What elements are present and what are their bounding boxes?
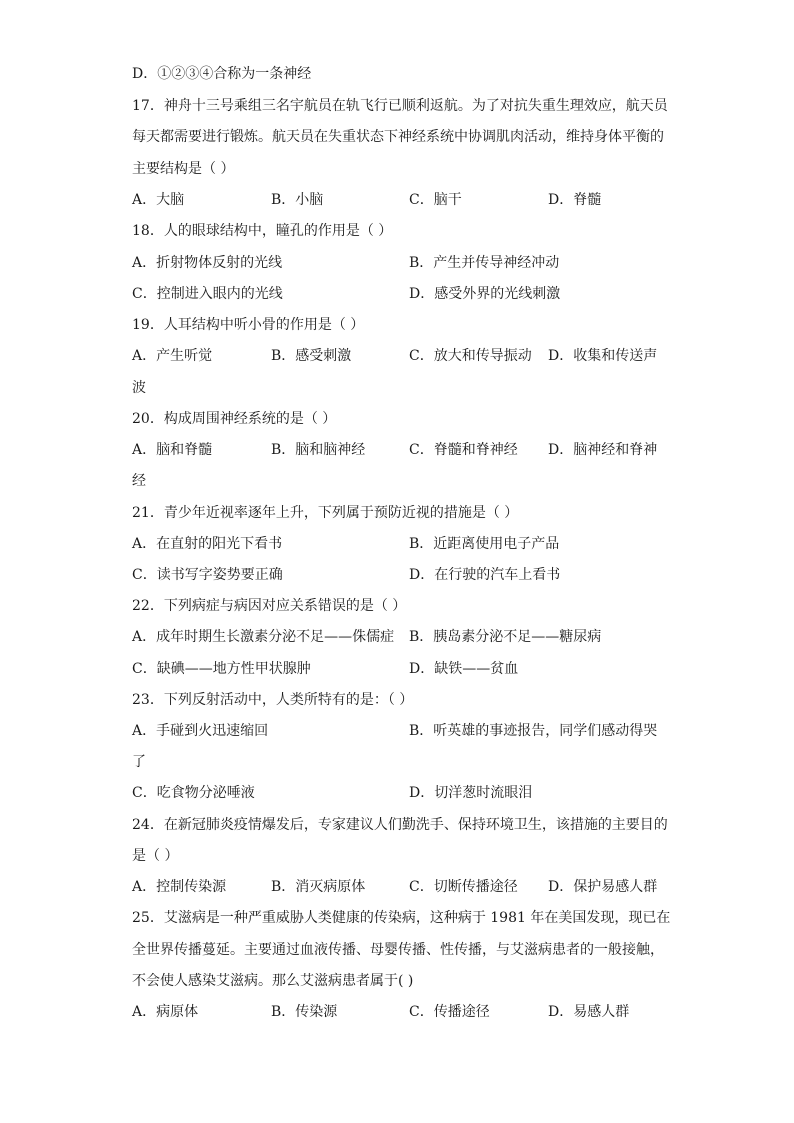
q22-stem: 22．下列病症与病因对应关系错误的是（ ） [132,598,407,614]
q19-option-c: C．放大和传导振动 [409,348,532,364]
q24-stem-line-2: 是（ ） [132,848,179,864]
q20-option-d-wrap: 经 [132,473,146,489]
q20-option-c: C．脊髓和脊神经 [409,442,518,458]
q20-stem: 20．构成周围神经系统的是（ ） [132,411,337,427]
q17-option-d: D．脊髓 [548,192,602,208]
q22-option-b: B．胰岛素分泌不足——糖尿病 [409,629,602,645]
q19-option-b: B．感受刺激 [271,348,352,364]
q17-stem-line-3: 主要结构是（ ） [132,161,235,177]
q19-option-a: A．产生听觉 [132,348,213,364]
q24-option-b: B．消灭病原体 [271,879,366,895]
q22-option-d: D．缺铁——贫血 [409,661,519,677]
q21-option-a: A．在直射的阳光下看书 [132,536,283,552]
q17-stem-line-1: 17．神舟十三号乘组三名宇航员在轨飞行已顺利返航。为了对抗失重生理效应，航天员 [132,98,668,114]
q25-option-b: B．传染源 [271,1004,338,1020]
q22-option-c: C．缺碘——地方性甲状腺肿 [132,661,311,677]
q18-option-c: C．控制进入眼内的光线 [132,286,283,302]
q23-option-b-wrap: 了 [132,754,146,770]
q24-option-a: A．控制传染源 [132,879,227,895]
q21-option-b: B．近距离使用电子产品 [409,536,560,552]
q25-option-c: C．传播途径 [409,1004,490,1020]
q21-option-c: C．读书写字姿势要正确 [132,567,283,583]
q18-option-d: D．感受外界的光线刺激 [409,286,561,302]
q24-option-d: D．保护易感人群 [548,879,658,895]
q23-option-d: D．切洋葱时流眼泪 [409,785,533,801]
q17-option-b: B．小脑 [271,192,324,208]
q18-option-a: A．折射物体反射的光线 [132,255,283,271]
q22-option-a: A．成年时期生长激素分泌不足——侏儒症 [132,629,395,645]
q23-option-a: A．手碰到火迅速缩回 [132,723,269,739]
q20-option-d: D．脑神经和脊神 [548,442,658,458]
q19-option-d: D．收集和传送声 [548,348,658,364]
q23-stem: 23．下列反射活动中，人类所特有的是：（ ） [132,692,414,708]
q18-stem: 18．人的眼球结构中，瞳孔的作用是（ ） [132,223,393,239]
q19-option-d-wrap: 波 [132,380,146,396]
q16-option-d: D．①②③④合称为一条神经 [132,66,312,82]
q25-option-d: D．易感人群 [548,1004,630,1020]
q21-option-d: D．在行驶的汽车上看书 [409,567,561,583]
q18-option-b: B．产生并传导神经冲动 [409,255,560,271]
q17-option-a: A．大脑 [132,192,185,208]
q24-option-c: C．切断传播途径 [409,879,518,895]
q25-stem-line-1: 25．艾滋病是一种严重威胁人类健康的传染病，这种病于 1981 年在美国发现，现已在 [132,910,671,926]
q17-option-c: C．脑干 [409,192,462,208]
q20-option-b: B．脑和脑神经 [271,442,366,458]
q23-option-c: C．吃食物分泌唾液 [132,785,255,801]
q21-stem: 21．青少年近视率逐年上升，下列属于预防近视的措施是（ ） [132,505,519,521]
q20-option-a: A．脑和脊髓 [132,442,213,458]
q25-stem-line-2: 全世界传播蔓延。主要通过血液传播、母婴传播、性传播，与艾滋病患者的一般接触， [132,942,664,958]
q19-stem: 19．人耳结构中听小骨的作用是（ ） [132,317,365,333]
q17-stem-line-2: 每天都需要进行锻炼。航天员在失重状态下神经系统中协调肌肉活动，维持身体平衡的 [132,129,664,145]
q24-stem-line-1: 24．在新冠肺炎疫情爆发后，专家建议人们勤洗手、保持环境卫生，该措施的主要目的 [132,817,668,833]
q25-stem-line-3: 不会使人感染艾滋病。那么艾滋病患者属于( ) [132,973,414,989]
q25-option-a: A．病原体 [132,1004,199,1020]
q23-option-b: B．听英雄的事迹报告，同学们感动得哭 [409,723,658,739]
